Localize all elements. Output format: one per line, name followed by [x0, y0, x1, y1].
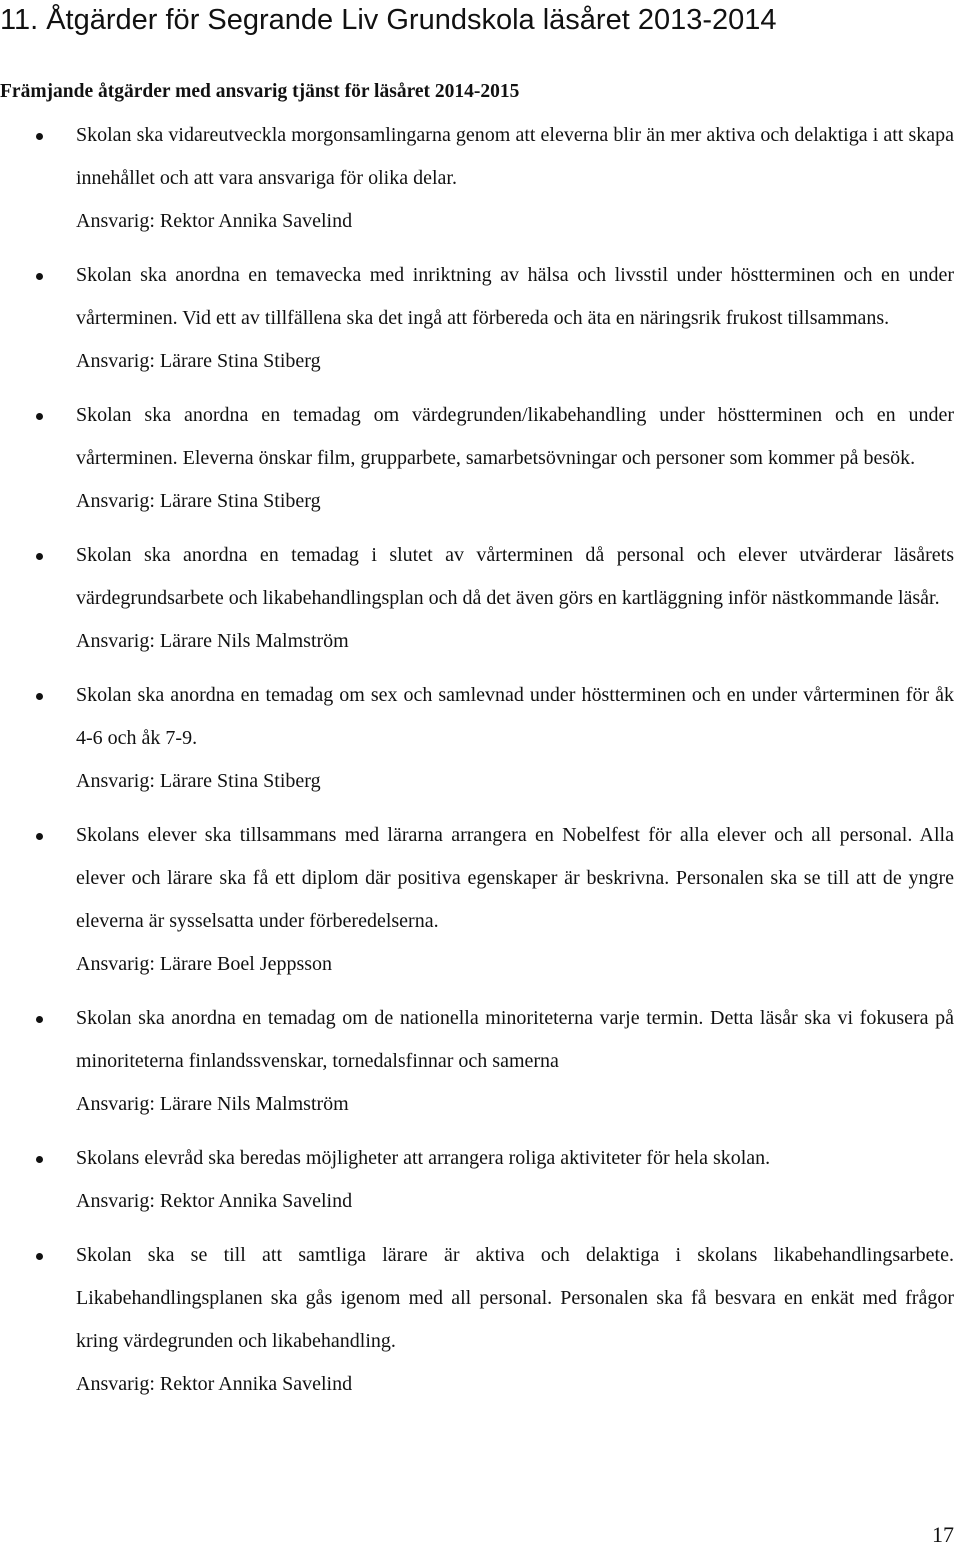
action-text: Skolan ska anordna en temadag i slutet av vårterminen då personal och elever utvärderar läsårets värdegrundsarbete och likabehandlingsplan och då det även görs en kartläggning inför nästkommande läsår.: [76, 544, 954, 609]
responsible-person: Ansvarig: Lärare Stina Stiberg: [76, 350, 321, 372]
bullet-icon: [36, 413, 43, 420]
responsible-person: Ansvarig: Rektor Annika Savelind: [76, 1190, 353, 1212]
bullet-icon: [36, 553, 43, 560]
page-title: 11. Åtgärder för Segrande Liv Grundskola läsåret 2013-2014: [0, 4, 777, 36]
list-item: [0, 1137, 960, 1223]
action-text: Skolans elever ska tillsammans med lärarna arrangera en Nobelfest för alla elever och all personal. Alla elever och lärare ska få ett diplom där positiva egenskaper är beskrivna. Personalen ska se till att de yngre eleverna är sysselsatta under förberedelserna.: [76, 824, 954, 932]
list-item: [0, 394, 960, 523]
responsible-person: Ansvarig: Lärare Stina Stiberg: [76, 770, 321, 792]
action-text: Skolan ska se till att samtliga lärare är aktiva och delaktiga i skolans likabehandlingsarbete. Likabehandlingsplanen ska gås igenom med all personal. Personalen ska få besvara en enkät med frågor kring värdegrunden och likabehandling.: [76, 1244, 954, 1352]
responsible-person: Ansvarig: Rektor Annika Savelind: [76, 210, 353, 232]
action-text: Skolan ska anordna en temadag om sex och samlevnad under höstterminen och en under vårterminen för åk 4-6 och åk 7-9.: [76, 684, 954, 749]
page-number: 17: [932, 1522, 954, 1547]
action-text: Skolan ska anordna en temadag om värdegrunden/likabehandling under höstterminen och en under vårterminen. Eleverna önskar film, grupparbete, samarbetsövningar och personer som kommer på besök.: [76, 404, 954, 469]
responsible-person: Ansvarig: Lärare Nils Malmström: [76, 1093, 349, 1115]
bullet-icon: [36, 1016, 43, 1023]
responsible-person: Ansvarig: Lärare Stina Stiberg: [76, 490, 321, 512]
list-item: [0, 674, 960, 803]
action-text: Skolan ska anordna en temavecka med inriktning av hälsa och livsstil under höstterminen och en under vårterminen. Vid ett av tillfällena ska det ingå att förbereda och äta en näringsrik frukost tillsammans.: [76, 264, 954, 329]
responsible-person: Ansvarig: Rektor Annika Savelind: [76, 1373, 353, 1395]
list-item: [0, 997, 960, 1126]
list-item: [0, 814, 960, 986]
list-item: [0, 254, 960, 383]
action-list: [0, 114, 960, 1417]
list-item: [0, 1234, 960, 1406]
list-item: [0, 114, 960, 243]
list-item: [0, 534, 960, 663]
action-text: Skolan ska vidareutveckla morgonsamlingarna genom att eleverna blir än mer aktiva och delaktiga i att skapa innehållet och att vara ansvariga för olika delar.: [76, 124, 954, 189]
action-text: Skolans elevråd ska beredas möjligheter att arrangera roliga aktiviteter för hela skolan.: [76, 1147, 771, 1169]
responsible-person: Ansvarig: Lärare Nils Malmström: [76, 630, 349, 652]
bullet-icon: [36, 1156, 43, 1163]
action-text: Skolan ska anordna en temadag om de nationella minoriteterna varje termin. Detta läsår ska vi fokusera på minoriteterna finlandssvenskar, tornedalsfinnar och samerna: [76, 1007, 954, 1072]
bullet-icon: [36, 833, 43, 840]
responsible-person: Ansvarig: Lärare Boel Jeppsson: [76, 953, 333, 975]
bullet-icon: [36, 133, 43, 140]
bullet-icon: [36, 693, 43, 700]
section-heading: Främjande åtgärder med ansvarig tjänst för läsåret 2014-2015: [0, 81, 520, 102]
bullet-icon: [36, 273, 43, 280]
bullet-icon: [36, 1253, 43, 1260]
